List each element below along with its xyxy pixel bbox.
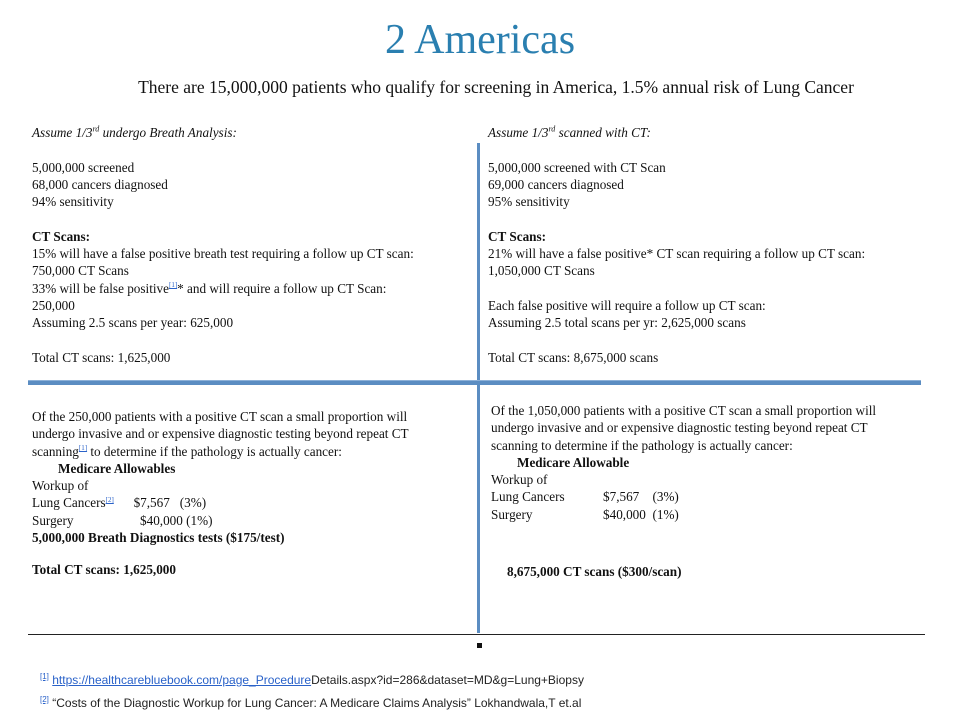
breath-lc-label: Lung Cancers <box>32 495 106 511</box>
ct-allowable-heading: Medicare Allowable <box>517 454 630 470</box>
breath-false-positive: 15% will have a false positive breath test requiring a follow up CT scan: <box>32 246 414 262</box>
ct-followup: Each false positive will require a follow up CT scan: <box>488 297 766 313</box>
ct-heading-tail: scanned with CT: <box>555 125 651 140</box>
breath-total-ct: Total CT scans: 1,625,000 <box>32 349 171 365</box>
ct-scans-per-year: Assuming 2.5 total scans per yr: 2,625,000 scans <box>488 315 746 331</box>
breath-followup-count: 250,000 <box>32 297 75 313</box>
ct-lc-label: Lung Cancers <box>491 489 565 505</box>
breath-heading <box>32 124 468 141</box>
ct-heading <box>488 124 928 141</box>
ct-costs-panel <box>491 402 931 580</box>
footnote-ref-2[interactable]: [2] <box>105 496 114 505</box>
ct-heading-sup: rd <box>548 124 556 134</box>
footnote-1-ref[interactable]: [1] <box>40 672 49 681</box>
breath-lc-value: $7,567 (3%) <box>113 495 207 511</box>
ct-surgery-value: $40,000 (1%) <box>603 506 679 522</box>
footnote-ref-1b[interactable]: [1] <box>78 444 88 453</box>
footnote-2-text: “Costs of the Diagnostic Workup for Lung Cancer: A Medicare Claims Analysis” Lokhandwala,T et.al <box>48 696 582 710</box>
ct-surgery-row <box>491 506 931 523</box>
footnote-separator <box>28 634 925 635</box>
footnote-ref-1[interactable]: [1] <box>168 281 178 290</box>
ct-costs-p3: scanning to determine if the pathology is actually cancer: <box>491 437 793 453</box>
breath-scans-per-year: Assuming 2.5 scans per year: 625,000 <box>32 315 234 331</box>
breath-analysis-panel <box>32 124 468 366</box>
breath-costs-p3 <box>32 443 468 460</box>
ct-lung-cancers-row <box>491 488 931 505</box>
breath-costs-panel <box>32 408 468 579</box>
breath-sensitivity: 94% sensitivity <box>32 194 114 210</box>
breath-screened: 5,000,000 screened <box>32 159 135 175</box>
footnote-2-ref[interactable]: [2] <box>40 695 49 704</box>
ct-total-ct: Total CT scans: 8,675,000 scans <box>488 349 659 365</box>
breath-surgery-value: $40,000 (1%) <box>140 512 213 528</box>
slide-title: 2 Americas <box>384 17 576 63</box>
breath-bottom-total: Total CT scans: 1,625,000 <box>32 562 176 578</box>
breath-costs-p1: Of the 250,000 patients with a positive CT scan a small proportion will <box>32 409 408 424</box>
breath-ct-count: 750,000 CT Scans <box>32 263 129 279</box>
breath-heading-sup: rd <box>92 124 100 134</box>
ct-lc-value: $7,567 (3%) <box>603 489 679 505</box>
ct-bottom-total: 8,675,000 CT scans ($300/scan) <box>507 564 682 580</box>
breath-fp33-text: 33% will be false positive <box>32 280 169 296</box>
ct-scan-panel <box>488 124 928 366</box>
breath-heading-text: Assume 1/3 <box>32 125 93 140</box>
breath-costs-p3-tail: to determine if the pathology is actually cancer: <box>87 443 342 459</box>
ct-surgery-label: Surgery <box>491 506 533 522</box>
ct-costs-p1: Of the 1,050,000 patients with a positive CT scan a small proportion will <box>491 403 877 418</box>
footnote-1 <box>40 667 940 690</box>
ct-workup: Workup of <box>491 472 548 488</box>
ct-sensitivity: 95% sensitivity <box>488 194 570 210</box>
ct-cancers: 69,000 cancers diagnosed <box>488 176 624 192</box>
footnote-2 <box>40 690 940 713</box>
breath-surgery-label: Surgery <box>32 512 74 528</box>
ct-screened: 5,000,000 screened with CT Scan <box>488 159 666 175</box>
breath-fp33-tail: * and will require a follow up CT Scan: <box>177 280 387 296</box>
ct-false-positive: 21% will have a false positive* CT scan requiring a follow up CT scan: <box>488 246 866 262</box>
breath-cancers: 68,000 cancers diagnosed <box>32 176 168 192</box>
ct-costs-p2: undergo invasive and or expensive diagnostic testing beyond repeat CT <box>491 420 868 436</box>
breath-ct-heading: CT Scans: <box>32 228 91 244</box>
vertical-divider <box>477 143 480 633</box>
breath-lung-cancers-row <box>32 494 468 511</box>
footnote-1-link[interactable]: https://healthcarebluebook.com/page_Procedure <box>52 673 312 687</box>
breath-costs-p2: undergo invasive and or expensive diagnostic testing beyond repeat CT <box>32 426 409 442</box>
ct-ct-heading: CT Scans: <box>488 228 547 244</box>
breath-false-positive-33 <box>32 280 468 297</box>
slide-subtitle: There are 15,000,000 patients who qualify for screening in America, 1.5% annual risk of Lung Cancer <box>138 77 854 97</box>
breath-allowables-heading: Medicare Allowables <box>58 460 176 476</box>
footnote-1-rest: Details.aspx?id=286&dataset=MD&g=Lung+Biopsy <box>311 673 584 687</box>
breath-tests-cost: 5,000,000 Breath Diagnostics tests ($175/test) <box>32 530 285 546</box>
ct-ct-count: 1,050,000 CT Scans <box>488 263 595 279</box>
breath-heading-tail: undergo Breath Analysis: <box>99 125 237 140</box>
footnotes <box>40 667 940 713</box>
breath-costs-p3-text: scanning <box>32 443 79 459</box>
breath-surgery-row <box>32 512 468 529</box>
horizontal-divider <box>28 380 921 385</box>
ct-heading-text: Assume 1/3 <box>488 125 549 140</box>
breath-workup: Workup of <box>32 478 89 494</box>
bullet-marker <box>477 643 482 648</box>
